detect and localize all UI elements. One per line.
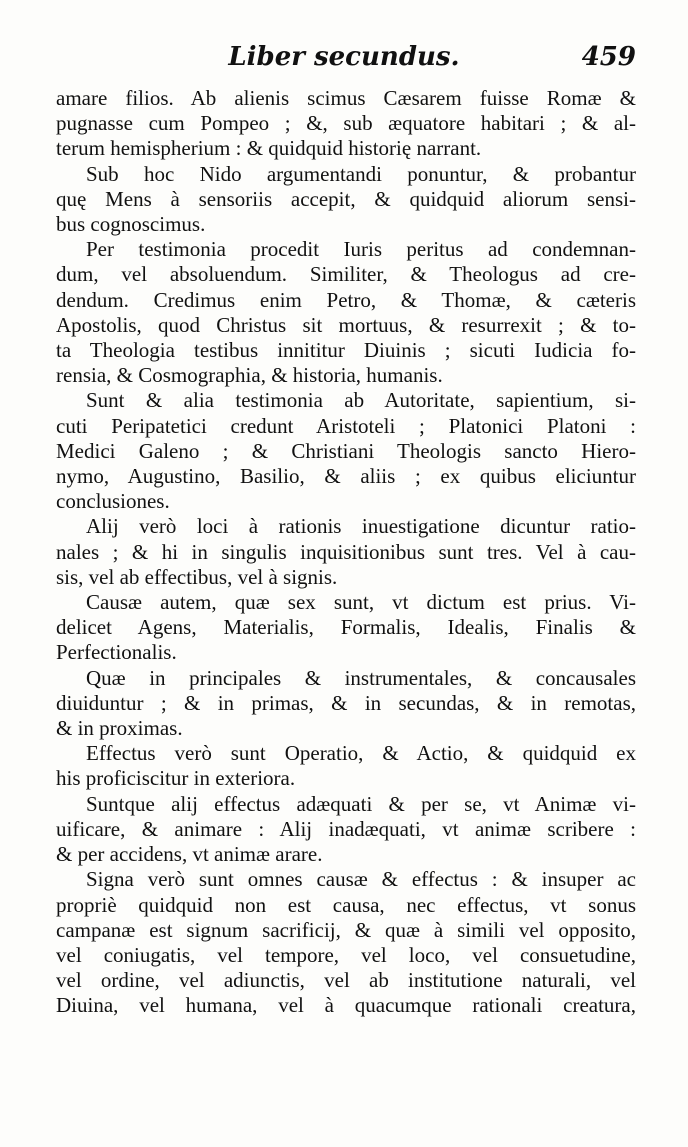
text-line: Medici Galeno ; & Christiani Theologis sancto Hiero- (56, 438, 636, 463)
text-line: uificare, & animare : Alij inadæquati, vt animæ scribere : (56, 816, 636, 841)
paragraph (56, 590, 636, 666)
text-line: Signa verò sunt omnes causæ & effectus : & insuper ac (86, 867, 636, 892)
text-line: dum, vel absoluendum. Similiter, & Theologus ad cre- (56, 262, 636, 287)
text-line: Apostolis, quod Christus sit mortuus, & resurrexit ; & to- (56, 312, 636, 337)
text-line: Per testimonia procedit Iuris peritus ad condemnan- (86, 237, 636, 262)
paragraph (56, 514, 636, 590)
paragraph (56, 86, 636, 162)
text-line: Effectus verò sunt Operatio, & Actio, & quidquid ex (86, 741, 636, 766)
text-line: diuiduntur ; & in primas, & in secundas, & in remotas, (56, 690, 636, 715)
text-line: cuti Peripatetici credunt Aristoteli ; Platonici Platoni : (56, 413, 636, 438)
text-line: Sunt & alia testimonia ab Autoritate, sapientium, si- (86, 388, 636, 413)
text-line: & in proximas. (56, 716, 183, 741)
text-line: conclusiones. (56, 489, 170, 514)
paragraph (56, 162, 636, 238)
text-line: campanæ est signum sacrificij, & quæ à simili vel opposito, (56, 917, 636, 942)
text-line: quę Mens à sensoriis accepit, & quidquid aliorum sensi- (56, 186, 636, 211)
page-header (52, 42, 636, 82)
text-line: his proficiscitur in exteriora. (56, 766, 296, 791)
text-line: dendum. Credimus enim Petro, & Thomæ, & cæteris (56, 287, 636, 312)
text-line: terum hemispherium : & quidquid historię narrant. (56, 136, 482, 161)
text-line: Sub hoc Nido argumentandi ponuntur, & probantur (86, 161, 636, 186)
paragraph (56, 867, 636, 1018)
text-line: sis, vel ab effectibus, vel à signis. (56, 564, 338, 589)
text-line: bus cognoscimus. (56, 212, 206, 237)
text-line: vel ordine, vel adiunctis, vel ab institutione naturali, vel (56, 968, 636, 993)
running-title: Liber secundus. (228, 42, 460, 72)
text-line: rensia, & Cosmographia, & historia, humanis. (56, 363, 443, 388)
paragraph (56, 666, 636, 742)
text-line: Alij verò loci à rationis inuestigatione dicuntur ratio- (86, 514, 636, 539)
text-line: Perfectionalis. (56, 640, 177, 665)
text-line: Causæ autem, quæ sex sunt, vt dictum est prius. Vi- (86, 590, 636, 615)
text-line: ta Theologia testibus innititur Diuinis ; sicuti Iudicia fo- (56, 338, 636, 363)
paragraph (56, 388, 636, 514)
text-line: & per accidens, vt animæ arare. (56, 842, 323, 867)
text-line: pugnasse cum Pompeo ; &, sub æquatore habitari ; & al- (56, 111, 636, 136)
text-line: nymo, Augustino, Basilio, & aliis ; ex quibus eliciuntur (56, 464, 636, 489)
text-line: Suntque alij effectus adæquati & per se, vt Animæ vi- (86, 791, 636, 816)
paragraph (56, 237, 636, 388)
text-line: nales ; & hi in singulis inquisitionibus sunt tres. Vel à cau- (56, 539, 636, 564)
text-line: vel coniugatis, vel tempore, vel loco, vel consuetudine, (56, 942, 636, 967)
paragraph (56, 741, 636, 791)
paragraph (56, 792, 636, 868)
text-line: propriè quidquid non est causa, nec effectus, vt sonus (56, 892, 636, 917)
body-text (56, 86, 636, 1019)
text-line: amare filios. Ab alienis scimus Cæsarem fuisse Romæ & (56, 86, 636, 110)
text-line: Quæ in principales & instrumentales, & concausales (86, 665, 636, 690)
text-line: Diuina, vel humana, vel à quacumque rationali creatura, (56, 993, 636, 1018)
page-number: 459 (581, 42, 636, 72)
text-line: delicet Agens, Materialis, Formalis, Idealis, Finalis & (56, 615, 636, 640)
